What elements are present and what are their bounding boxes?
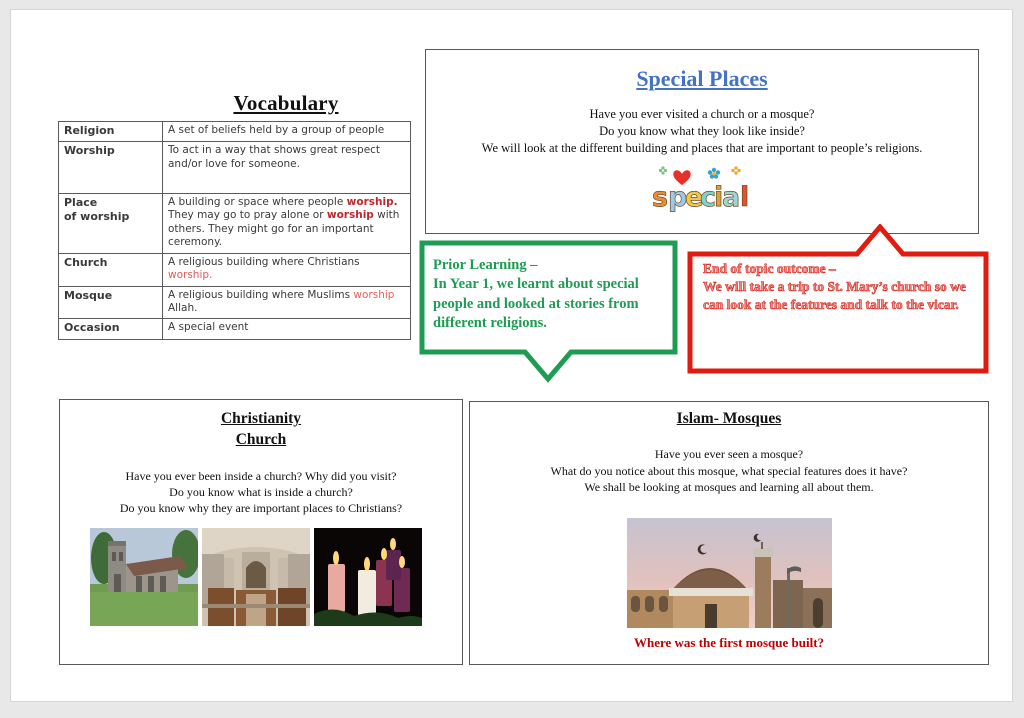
islam-panel	[469, 401, 989, 665]
svg-text:l: l	[740, 181, 750, 213]
svg-text:p: p	[668, 181, 688, 213]
table-row	[59, 253, 411, 286]
table-row	[59, 319, 411, 339]
vocab-term: Occasion	[59, 319, 163, 339]
vocab-term: Religion	[59, 122, 163, 142]
vocabulary-title: Vocabulary	[233, 91, 339, 115]
table-row	[59, 122, 411, 142]
prior-learning-text: Prior Learning – In Year 1, we learnt about special people and looked at stories from different religions.	[433, 257, 639, 331]
vocab-term: Church	[59, 253, 163, 286]
islam-title: Islam- Mosques	[676, 410, 782, 427]
svg-text:e: e	[685, 181, 704, 213]
vocab-term: Mosque	[59, 286, 163, 319]
vocab-definition: To act in a way that shows great respect and/or love for someone.	[163, 142, 411, 194]
vocab-definition: A building or space where people worship. They may go to pray alone or worship with others. They might go for an important ceremony.	[163, 193, 411, 253]
svg-text:s: s	[652, 181, 669, 213]
special-places-text: Have you ever visited a church or a mosque? Do you know what they look like inside? We will look at the different building and places that are important to people’s religions.	[481, 107, 923, 155]
document-page	[11, 10, 1012, 701]
table-row	[59, 142, 411, 194]
special-word-art-icon	[426, 161, 978, 215]
christianity-panel	[59, 399, 463, 665]
islam-question: Where was the first mosque built?	[633, 635, 825, 650]
vocabulary-table	[58, 121, 411, 340]
vocab-definition: A special event	[163, 319, 411, 339]
vocab-term: Worship	[59, 142, 163, 194]
svg-text:i: i	[714, 181, 724, 213]
prior-learning-callout	[419, 240, 678, 388]
end-of-topic-text: End of topic outcome – We will take a trip to St. Mary’s church so we can look at the features and talk to the vicar.	[703, 261, 966, 313]
svg-text:a: a	[722, 181, 741, 213]
mosque-photo	[627, 518, 832, 628]
christianity-title: Christianity Church	[220, 410, 302, 449]
vocab-definition: A set of beliefs held by a group of people	[163, 122, 411, 142]
church-interior-photo	[202, 528, 310, 626]
advent-candles-photo	[314, 528, 422, 626]
table-row	[59, 286, 411, 319]
end-of-topic-callout	[687, 224, 989, 374]
vocab-definition: A religious building where Muslims worship Allah.	[163, 286, 411, 319]
special-places-panel	[425, 49, 979, 234]
vocab-term: Place of worship	[59, 193, 163, 253]
church-exterior-photo	[90, 528, 198, 626]
christianity-images	[90, 528, 422, 626]
svg-text:c: c	[700, 181, 717, 213]
vocab-definition: A religious building where Christians worship.	[163, 253, 411, 286]
special-places-title: Special Places	[636, 66, 768, 91]
islam-text: Have you ever seen a mosque? What do you notice about this mosque, what special features does it have? We shall be looking at mosques and learning all about them.	[550, 447, 908, 495]
christianity-text: Have you ever been inside a church? Why did you visit? Do you know what is inside a church? Do you know why they are important places to Christians?	[119, 468, 403, 516]
table-row	[59, 193, 411, 253]
